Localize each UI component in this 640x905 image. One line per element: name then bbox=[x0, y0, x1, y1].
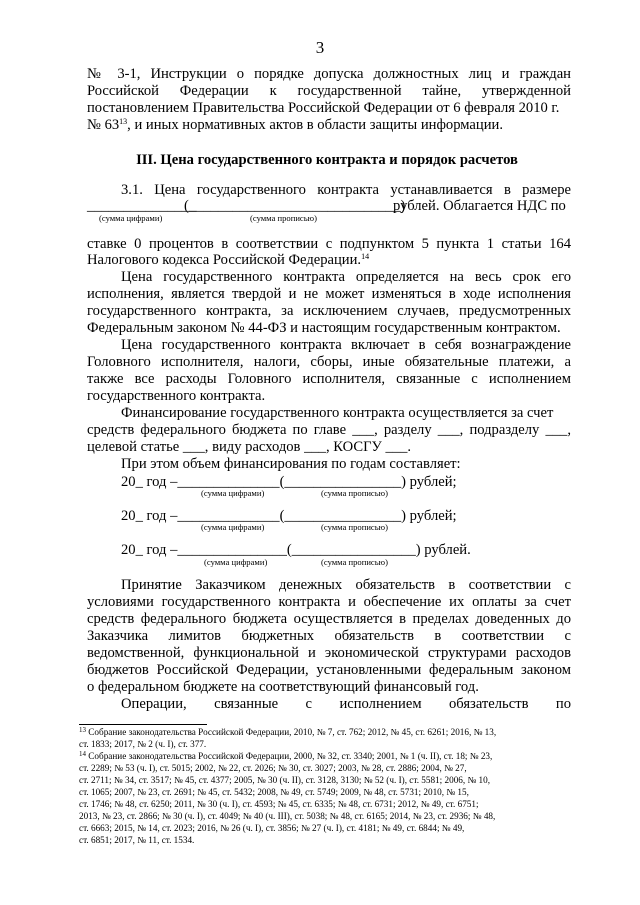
caption-sum-words: (сумма прописью) bbox=[250, 213, 317, 223]
footnote-line: ст. 6663; 2015, № 14, ст. 2023; 2016, № 26 (ч. I), ст. 3856; № 27 (ч. I), ст. 4181; № 49, ст. 6844; № 49, bbox=[79, 823, 465, 833]
caption-sum-digits: (сумма цифрами) bbox=[201, 522, 265, 532]
footnote-line: ст. 1065; 2007, № 23, ст. 2691; № 45, ст. 5432; 2008, № 49, ст. 5749; 2009, № 48, ст. 5731; 2010, № 15, bbox=[79, 787, 469, 797]
body-line: Российской Федерации к государственной тайне, утвержденной bbox=[87, 83, 571, 99]
footnote-ref: 13 bbox=[119, 117, 128, 126]
footnote-text: Собрание законодательства Российской Федерации, 2000, № 32, ст. 3340; 2001, № 1 (ч. II), ст. 18; № 23, bbox=[88, 751, 493, 761]
body-line: Принятие Заказчиком денежных обязательств в соответствии с bbox=[121, 577, 571, 593]
body-line: бюджетов Российской Федерации, установленными федеральным законом bbox=[87, 662, 571, 678]
footnote-line: ст. 1746; № 48, ст. 6250; 2011, № 30 (ч. I), ст. 4593; № 45, ст. 6335; № 48, ст. 6731; 2012, № 49, ст. 6751; bbox=[79, 799, 479, 809]
body-line: государственного контракта, за исключением случаев, предусмотренных bbox=[87, 303, 571, 319]
body-line: При этом объем финансирования по годам составляет: bbox=[121, 456, 461, 472]
footnote-14 bbox=[79, 751, 492, 762]
footnote-text: Собрание законодательства Российской Федерации, 2010, № 7, ст. 762; 2012, № 45, ст. 6261; 2016, № 13, bbox=[88, 727, 497, 737]
body-line: целевой статье ___, виду расходов ___, КОСГУ ___. bbox=[87, 439, 412, 455]
footnote-line: ст. 2289; № 53 (ч. I), ст. 5015; 2002, № 22, ст. 2026; № 30, ст. 3027; 2003, № 28, ст. 2886; 2004, № 27, bbox=[79, 763, 467, 773]
body-line: условиями государственного контракта и обеспечение их оплаты за счет bbox=[87, 594, 571, 610]
body-line: Головного исполнителя, налоги, сборы, иные обязательные платежи, а bbox=[87, 354, 571, 370]
caption-sum-words: (сумма прописью) bbox=[321, 557, 388, 567]
footnote-number: 14 bbox=[79, 750, 86, 758]
body-text: рублей. Облагается НДС по bbox=[393, 198, 566, 214]
price-blank-digits: _______________ bbox=[87, 198, 197, 214]
footnote-line: ст. 1833; 2017, № 2 (ч. I), ст. 377. bbox=[79, 739, 207, 749]
body-line: Цена государственного контракта включает в себя вознаграждение bbox=[121, 337, 571, 353]
footnote-line: 2013, № 23, ст. 2866; № 30 (ч. I), ст. 4049; № 40 (ч. III), ст. 5038; № 48, ст. 6165; 2014, № 23, ст. 2936; № 48, bbox=[79, 811, 496, 821]
body-line: № 3-1, Инструкции о порядке допуска должностных лиц и граждан bbox=[87, 66, 571, 82]
caption-sum-digits: (сумма цифрами) bbox=[204, 557, 268, 567]
body-line: Федеральным законом № 44-ФЗ и настоящим государственным контрактом. bbox=[87, 320, 561, 336]
footnote-ref: 14 bbox=[361, 252, 370, 261]
body-line: о федеральном бюджете на соответствующий финансовый год. bbox=[87, 679, 479, 695]
body-line: государственного контракта. bbox=[87, 388, 266, 404]
price-blank-words: (_____________________________) bbox=[184, 198, 406, 214]
footnote-13 bbox=[79, 727, 496, 738]
body-line: также все расходы Головного исполнителя, связанные с исполнением bbox=[87, 371, 571, 387]
footnote-line: ст. 2711; № 34, ст. 3517; № 45, ст. 4377; 2005, № 30 (ч. II), ст. 3128, 3130; № 52 (ч. I), ст. 5581; 2006, № 10, bbox=[79, 775, 491, 785]
caption-sum-words: (сумма прописью) bbox=[321, 522, 388, 532]
year-row: 20_ год –______________(________________) рублей; bbox=[121, 508, 457, 524]
body-line bbox=[87, 117, 503, 134]
body-line: Финансирование государственного контракта осуществляется за счет bbox=[121, 405, 554, 421]
footnote-separator bbox=[79, 724, 207, 725]
body-line: Заказчика лимитов бюджетных обязательств в соответствии с bbox=[87, 628, 571, 644]
section-heading: III. Цена государственного контракта и порядок расчетов bbox=[136, 152, 518, 168]
footnote-line: ст. 6851; 2017, № 11, ст. 1534. bbox=[79, 835, 195, 845]
body-text: Налогового кодекса Российской Федерации. bbox=[87, 252, 362, 268]
page-number: 3 bbox=[315, 38, 325, 57]
body-text: , и иных нормативных актов в области защиты информации. bbox=[127, 117, 503, 133]
caption-sum-digits: (сумма цифрами) bbox=[99, 213, 163, 223]
body-line: постановлением Правительства Российской Федерации от 6 февраля 2010 г. bbox=[87, 100, 560, 116]
body-line: ставке 0 процентов в соответствии с подпунктом 5 пункта 1 статьи 164 bbox=[87, 236, 571, 252]
year-row: 20_ год –_______________(_________________) рублей. bbox=[121, 542, 471, 558]
body-line: средств федерального бюджета осуществляется в пределах доведенных до bbox=[87, 611, 571, 627]
year-row: 20_ год –______________(________________) рублей; bbox=[121, 474, 457, 490]
body-line: Цена государственного контракта определяется на весь срок его bbox=[121, 269, 571, 285]
body-line: Операции, связанные с исполнением обязательств по bbox=[121, 696, 571, 712]
caption-sum-words: (сумма прописью) bbox=[321, 488, 388, 498]
caption-sum-digits: (сумма цифрами) bbox=[201, 488, 265, 498]
body-text: № 63 bbox=[87, 117, 120, 133]
body-line: исполнения, является твердой и не может изменяться в ходе исполнения bbox=[87, 286, 571, 302]
body-line: 3.1. Цена государственного контракта устанавливается в размере bbox=[121, 182, 571, 198]
footnote-number: 13 bbox=[79, 726, 86, 734]
body-line bbox=[87, 252, 369, 269]
body-line: ведомственной, функциональной и экономической структурами расходов bbox=[87, 645, 571, 661]
body-line: средств федерального бюджета по главе ___, разделу ___, подразделу ___, bbox=[87, 422, 571, 438]
